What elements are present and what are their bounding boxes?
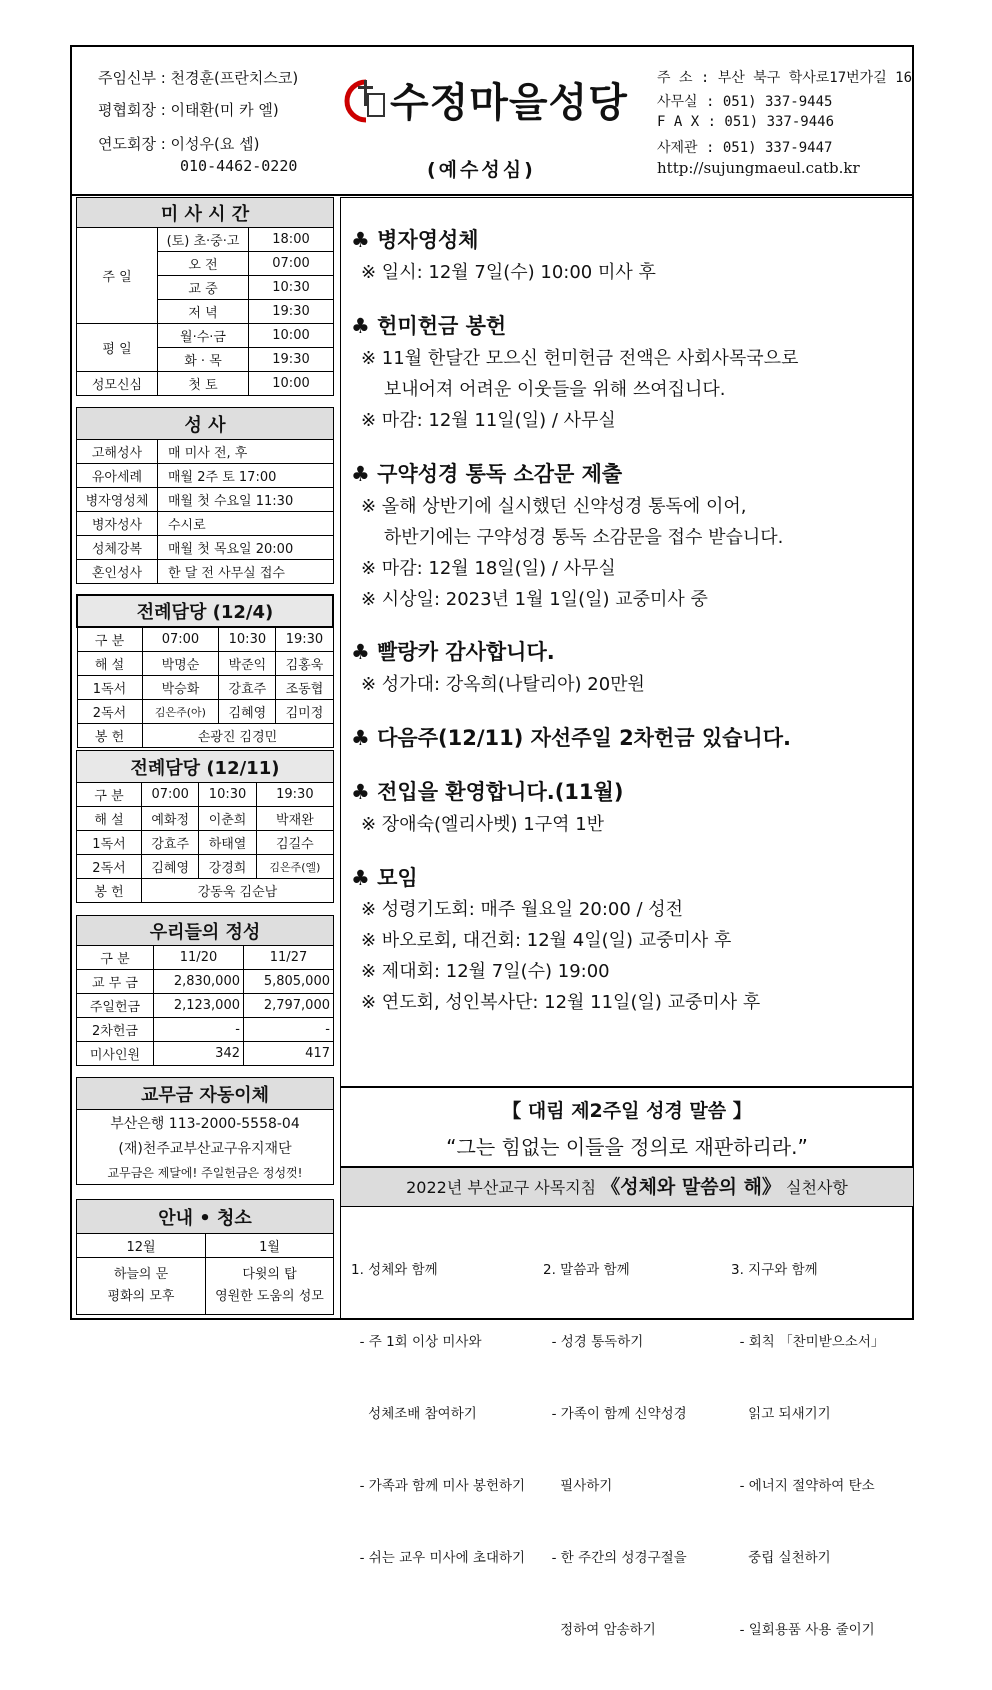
guide-cleaning-table: [76, 1199, 334, 1315]
liturgy-offer-label: 봉 헌: [77, 724, 142, 748]
liturgy-head: 10:30: [199, 783, 256, 807]
liturgy-head: 07:00: [142, 783, 199, 807]
news-panel: [340, 197, 914, 1087]
offering-value: 417: [244, 1042, 334, 1066]
liturgy-table-1: [76, 594, 334, 748]
liturgy-cell: 강경희: [199, 855, 256, 879]
prayer-group-info: 연도회장 : 이성우(요 셉): [98, 135, 260, 153]
sacrament-time: 매월 2주 토 17:00: [158, 464, 334, 488]
mass-row-label: 교 중: [158, 276, 249, 300]
sacrament-time: 매월 첫 수요일 11:30: [158, 488, 334, 512]
offering-label: 교 무 금: [77, 970, 154, 994]
offering-head: 11/27: [244, 946, 334, 970]
news-heading: ♣ 헌미헌금 봉헌: [351, 314, 507, 338]
liturgy-cell: 2독서: [77, 855, 142, 879]
mass-row-label: 저 녁: [158, 300, 249, 324]
rectory-phone: 사제관 : 051) 337-9447: [657, 140, 833, 156]
sacrament-name: 혼인성사: [77, 560, 158, 584]
offering-label: 주일헌금: [77, 994, 154, 1018]
guidelines-title-main: 《성체와 말씀의 해》: [601, 1176, 781, 1198]
bank-account: 부산은행 113-2000-5558-04: [77, 1110, 334, 1137]
news-heading: ♣ 전입을 환영합니다.(11월): [351, 780, 624, 804]
mass-row-label: 첫 토: [158, 372, 249, 396]
liturgy-cell: 박준익: [219, 652, 276, 676]
guideline-line: - 가족과 함께 미사 봉헌하기: [351, 1478, 526, 1494]
offering-title: 우리들의 정성: [77, 916, 334, 946]
liturgy-cell: 김미정: [276, 700, 333, 724]
guideline-line: 1. 성체와 함께: [351, 1262, 438, 1278]
guideline-line: 2. 말씀과 함께: [543, 1262, 630, 1278]
liturgy-head: 구 분: [77, 783, 142, 807]
news-line: 보내어져 어려운 이웃들을 위해 쓰여집니다.: [361, 379, 726, 400]
mass-row-time: 07:00: [249, 252, 334, 276]
priest-info: 주임신부 : 천경훈(프란치스코): [98, 69, 299, 87]
news-heading: ♣ 병자영성체: [351, 228, 479, 252]
transfer-note: 교무금은 제달에! 주일헌금은 정성껏!: [77, 1160, 334, 1185]
news-line: ※ 연도회, 성인복사단: 12월 11일(일) 교중미사 후: [361, 992, 761, 1013]
guideline-line: 필사하기: [543, 1478, 613, 1494]
liturgy-cell: 박재완: [256, 807, 333, 831]
mass-row-time: 10:00: [249, 372, 334, 396]
liturgy-offer-names: 손광진 김경민: [142, 724, 333, 748]
parish-theme: (예수성심): [427, 159, 536, 181]
mass-row-label: (토) 초·중·고: [158, 228, 249, 252]
liturgy-cell: 김혜영: [142, 855, 199, 879]
council-info: 평협회장 : 이태환(미 카 엘): [98, 101, 279, 119]
liturgy-table-2: [76, 750, 334, 903]
news-line: ※ 일시: 12월 7일(수) 10:00 미사 후: [361, 262, 656, 283]
offering-label: 미사인원: [77, 1042, 154, 1066]
liturgy-cell: 강효주: [142, 831, 199, 855]
phone-number: 010-4462-0220: [180, 157, 298, 175]
liturgy-head: 07:00: [142, 627, 219, 652]
cleaning-group: 다윗의 탑: [242, 1267, 297, 1282]
cleaning-dec: [77, 1258, 206, 1315]
guideline-line: 중립 실천하기: [731, 1550, 831, 1566]
transfer-title: 교무금 자동이체: [77, 1078, 334, 1110]
offering-value: 2,123,000: [154, 994, 244, 1018]
liturgy-offer-label: 봉 헌: [77, 879, 142, 903]
liturgy-cell: 김홍욱: [276, 652, 333, 676]
website-link[interactable]: http://sujungmaeul.catb.kr: [657, 159, 860, 177]
weekday-label: 평 일: [77, 324, 158, 372]
liturgy-cell: 예화정: [142, 807, 199, 831]
guideline-line: - 주 1회 이상 미사와: [351, 1334, 482, 1350]
cleaning-group: 평화의 모후: [107, 1289, 175, 1304]
liturgy-cell: 1독서: [77, 676, 142, 700]
scripture-box: [340, 1087, 914, 1167]
guideline-line: 3. 지구와 함께: [731, 1262, 818, 1278]
news-line: ※ 마감: 12월 11일(일) / 사무실: [361, 410, 616, 431]
news-line: ※ 마감: 12월 18일(일) / 사무실: [361, 558, 616, 579]
parish-logo: [344, 71, 628, 128]
news-heading: ♣ 다음주(12/11) 자선주일 2차헌금 있습니다.: [351, 726, 791, 750]
sacrament-time: 수시로: [158, 512, 334, 536]
sacrament-name: 유아세례: [77, 464, 158, 488]
offering-value: 2,797,000: [244, 994, 334, 1018]
news-line: ※ 성가대: 강옥희(나탈리아) 20만원: [361, 674, 645, 695]
guideline-line: - 에너지 절약하여 탄소: [731, 1478, 875, 1494]
mass-row-label: 화 · 목: [158, 348, 249, 372]
account-holder: (재)천주교부산교구유지재단: [77, 1136, 334, 1160]
offering-table: [76, 915, 334, 1066]
news-line: ※ 11월 한달간 모으신 헌미헌금 전액은 사회사목국으로: [361, 348, 799, 369]
offering-head: 11/20: [154, 946, 244, 970]
sacrament-time: 한 달 전 사무실 접수: [158, 560, 334, 584]
offering-value: -: [154, 1018, 244, 1042]
liturgy-cell: 김은주(엘): [256, 855, 333, 879]
liturgy-cell: 하태열: [199, 831, 256, 855]
sacrament-time: 매월 첫 목요일 20:00: [158, 536, 334, 560]
liturgy-head: 구 분: [77, 627, 142, 652]
liturgy-cell: 1독서: [77, 831, 142, 855]
mass-row-time: 18:00: [249, 228, 334, 252]
liturgy-head: 19:30: [276, 627, 333, 652]
office-phone: 사무실 : 051) 337-9445: [657, 94, 833, 110]
address: 주 소 : 부산 북구 학사로17번가길 16: [657, 70, 913, 86]
guidelines-title: [341, 1168, 913, 1207]
liturgy-cell: 김길수: [256, 831, 333, 855]
liturgy-offer-names: 강동욱 김순남: [142, 879, 334, 903]
mass-row-label: 오 전: [158, 252, 249, 276]
news-line: ※ 성령기도회: 매주 월요일 20:00 / 성전: [361, 899, 684, 920]
fax-number: F A X : 051) 337-9446: [657, 114, 835, 130]
header: [72, 47, 912, 196]
liturgy-cell: 박명순: [142, 652, 219, 676]
guidelines-title-post: 실천사항: [786, 1178, 848, 1197]
news-heading: ♣ 구약성경 통독 소감문 제출: [351, 462, 623, 486]
guideline-line: - 쉬는 교우 미사에 초대하기: [351, 1550, 526, 1566]
liturgy-cell: 박승화: [142, 676, 219, 700]
liturgy-cell: 해 설: [77, 807, 142, 831]
cleaning-jan: [206, 1258, 334, 1315]
liturgy-head: 19:30: [256, 783, 333, 807]
news-line: ※ 제대회: 12월 7일(수) 19:00: [361, 961, 610, 982]
guideline-column-1: [351, 1210, 525, 1618]
guideline-line: - 성경 통독하기: [543, 1334, 644, 1350]
offering-label: 2차헌금: [77, 1018, 154, 1042]
liturgy-cell: 2독서: [77, 700, 142, 724]
liturgy-cell: 김은주(아): [142, 700, 219, 724]
sacraments-title: 성 사: [77, 408, 334, 440]
news-line: ※ 올해 상반기에 실시했던 신약성경 통독에 이어,: [361, 496, 747, 517]
liturgy-cell: 해 설: [77, 652, 142, 676]
mass-row-label: 월·수·금: [158, 324, 249, 348]
guideline-line: - 가족이 함께 신약성경: [543, 1406, 687, 1422]
liturgy-cell: 김혜영: [219, 700, 276, 724]
mass-row-time: 19:30: [249, 300, 334, 324]
bulletin-frame: [70, 45, 914, 1638]
sacrament-name: 병자성사: [77, 512, 158, 536]
guideline-line: 정하여 암송하기: [543, 1622, 656, 1638]
sacrament-name: 병자영성체: [77, 488, 158, 512]
offering-head: 구 분: [77, 946, 154, 970]
guideline-line: - 한 주간의 성경구절을: [543, 1550, 687, 1566]
cleaning-group: 하늘의 문: [113, 1267, 169, 1282]
offering-value: 5,805,000: [244, 970, 334, 994]
scripture-title: 【 대림 제2주일 성경 말씀 】: [502, 1100, 752, 1122]
month-december: 12월: [77, 1234, 206, 1258]
sunday-label: 주 일: [77, 228, 158, 324]
news-heading: ♣ 모임: [351, 866, 418, 890]
month-january: 1월: [206, 1234, 334, 1258]
liturgy-cell: 이춘희: [199, 807, 256, 831]
guideline-column-3: [731, 1210, 884, 1690]
mass-times-table: [76, 197, 334, 396]
liturgy-cell: 강효주: [219, 676, 276, 700]
mass-row-time: 19:30: [249, 348, 334, 372]
offering-value: 2,830,000: [154, 970, 244, 994]
offering-value: 342: [154, 1042, 244, 1066]
church-icon: [344, 76, 390, 124]
pastoral-guidelines: [340, 1167, 914, 1638]
cleaning-group: 영원한 도움의 성모: [215, 1289, 324, 1304]
guideline-line: 성체조배 참여하기: [351, 1406, 477, 1422]
scripture-text: “그는 힘없는 이들을 정의로 재판하리라.”: [446, 1135, 808, 1159]
sacrament-time: 매 미사 전, 후: [158, 440, 334, 464]
news-line: ※ 장애숙(엘리사벳) 1구역 1반: [361, 814, 605, 835]
sacrament-name: 성체강복: [77, 536, 158, 560]
news-line: 하반기에는 구약성경 통독 소감문을 접수 받습니다.: [361, 527, 784, 548]
news-heading: ♣ 빨랑카 감사합니다.: [351, 640, 555, 664]
mass-times-title: 미 사 시 간: [77, 198, 334, 228]
auto-transfer-table: [76, 1077, 334, 1185]
liturgy-head: 10:30: [219, 627, 276, 652]
liturgy-title-2: 전례담당 (12/11): [77, 751, 334, 783]
sacrament-name: 고해성사: [77, 440, 158, 464]
sacraments-table: [76, 407, 334, 584]
liturgy-title-1: 전례담당 (12/4): [77, 595, 333, 627]
liturgy-cell: 조동협: [276, 676, 333, 700]
parish-name: 수정마을성당: [390, 80, 628, 126]
mass-row-time: 10:00: [249, 324, 334, 348]
offering-value: -: [244, 1018, 334, 1042]
guideline-column-2: [543, 1210, 687, 1690]
mass-row-time: 10:30: [249, 276, 334, 300]
guidelines-title-pre: 2022년 부산교구 사목지침: [406, 1178, 597, 1197]
news-line: ※ 시상일: 2023년 1월 1일(일) 교중미사 중: [361, 589, 708, 610]
guideline-line: 읽고 되새기기: [731, 1406, 831, 1422]
guideline-line: - 회칙 「찬미받으소서」: [731, 1334, 885, 1350]
marian-label: 성모신심: [77, 372, 158, 396]
guide-title: 안내 • 청소: [77, 1200, 334, 1234]
news-line: ※ 바오로회, 대건회: 12월 4일(일) 교중미사 후: [361, 930, 732, 951]
guideline-line: - 일회용품 사용 줄이기: [731, 1622, 875, 1638]
